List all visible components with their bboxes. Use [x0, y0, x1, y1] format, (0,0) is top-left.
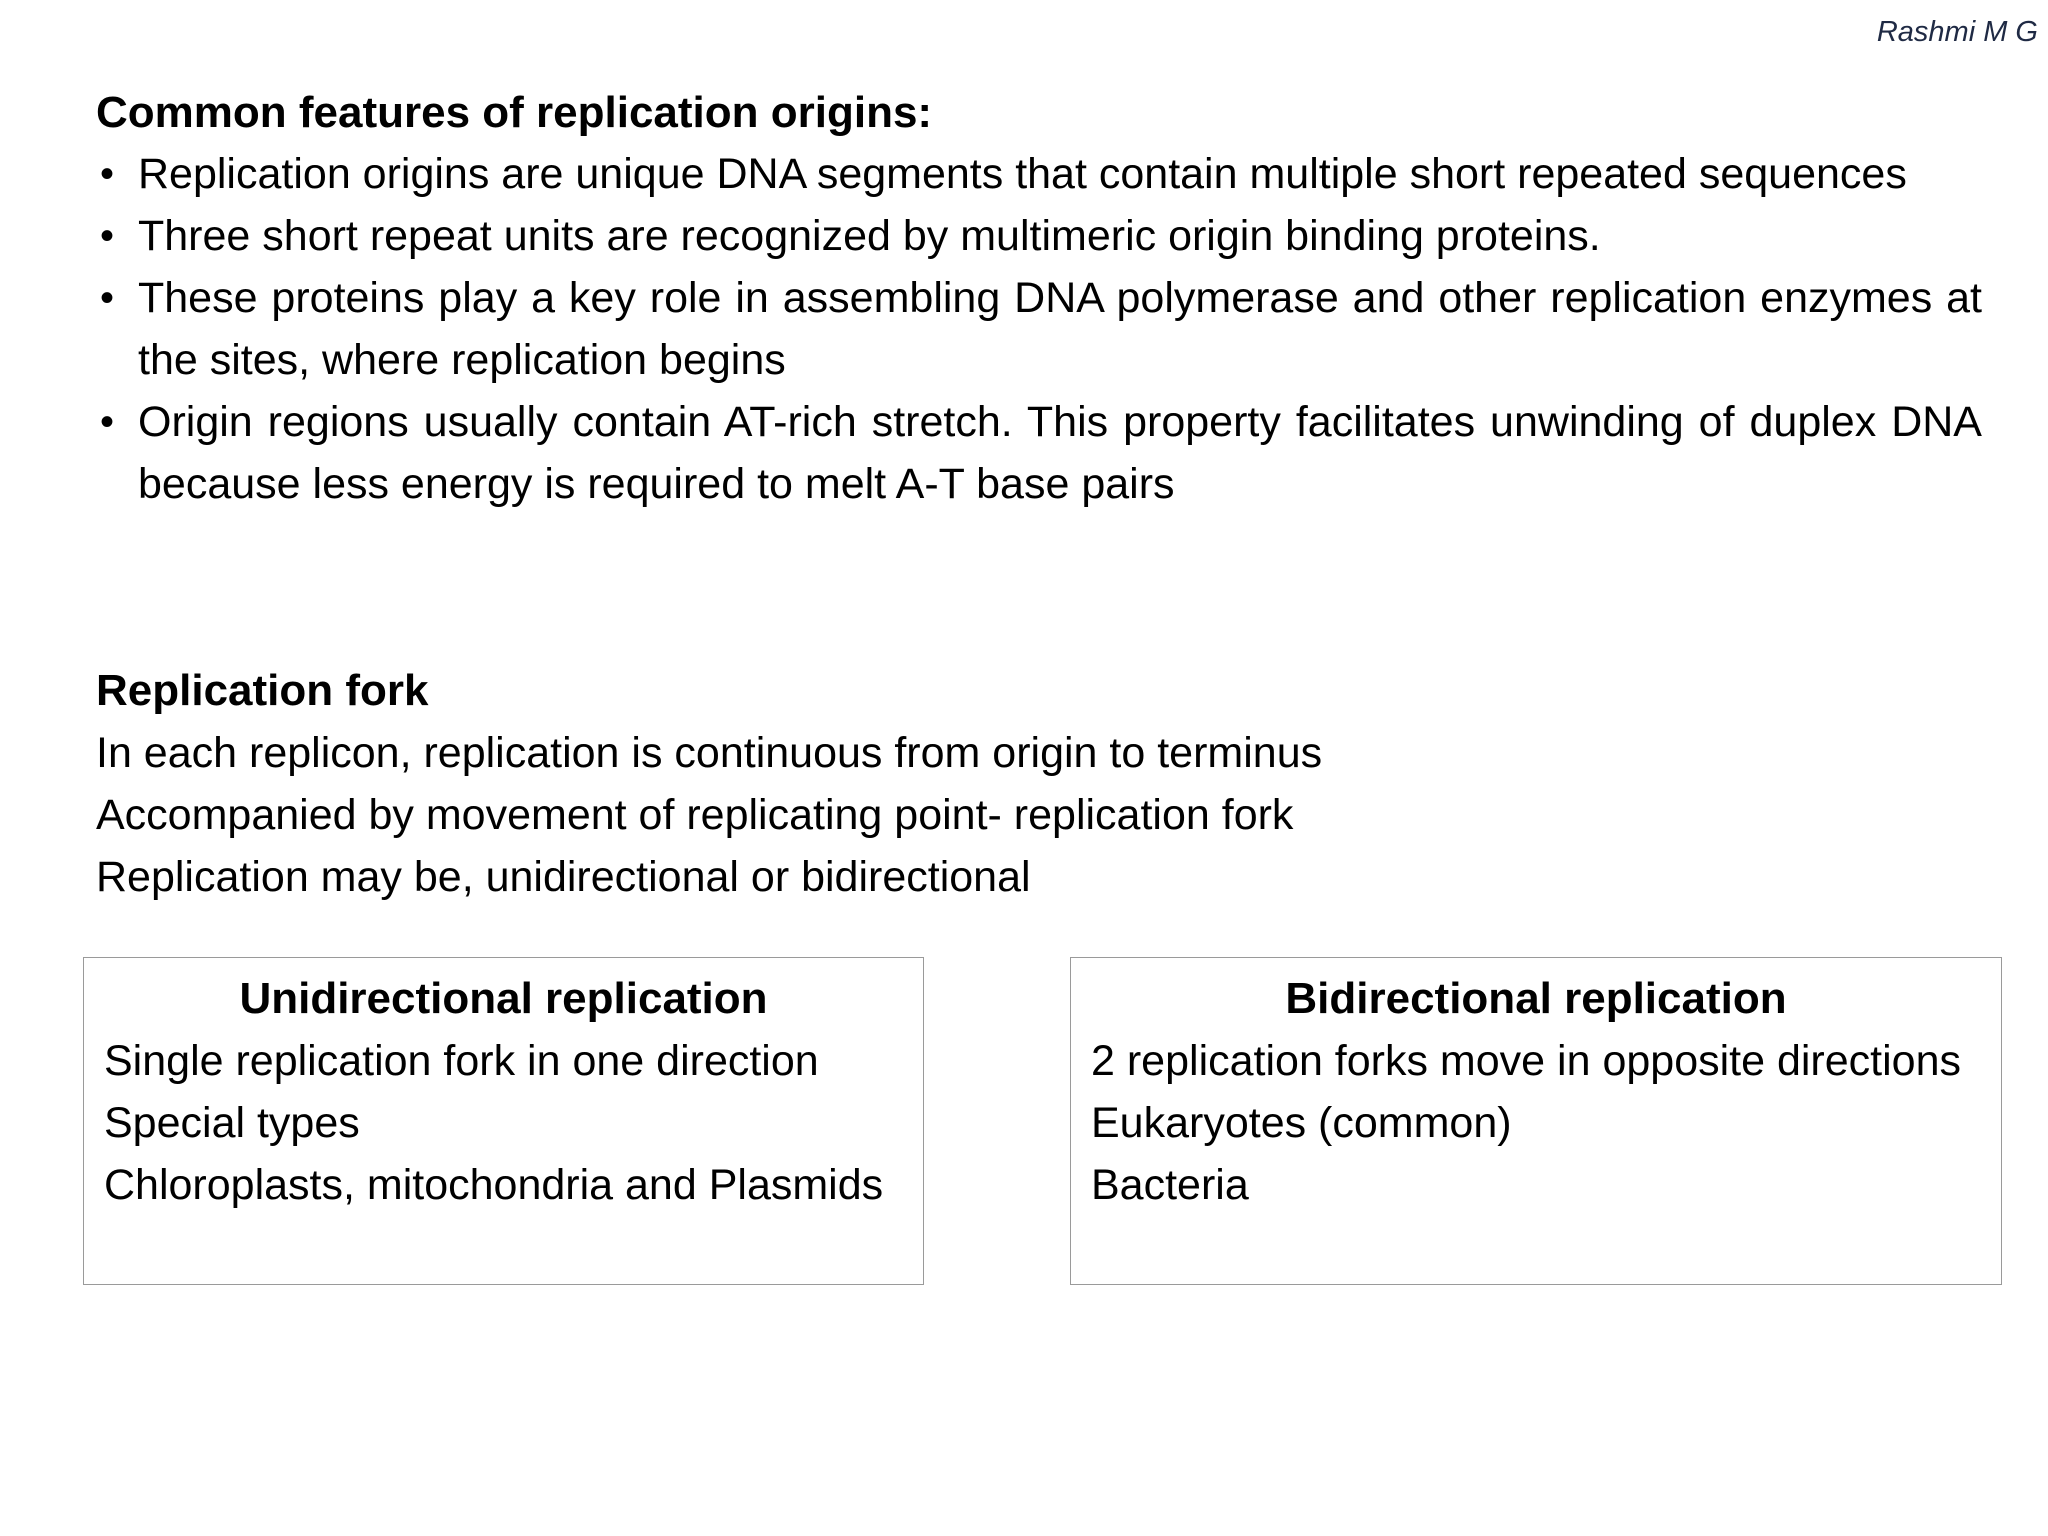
unidirectional-line: Special types — [104, 1099, 360, 1147]
bidirectional-title: Bidirectional replication — [1285, 974, 1787, 1023]
list-item — [96, 143, 1982, 205]
bidirectional-line: 2 replication forks move in opposite directions — [1091, 1037, 1961, 1085]
fork-description — [96, 722, 1322, 908]
origins-heading: Common features of replication origins: — [96, 88, 933, 137]
origins-bullet-list — [96, 143, 1982, 515]
bullet-text: Replication origins are unique DNA segments that contain multiple short repeated sequences — [138, 150, 1907, 198]
bidirectional-line: Eukaryotes (common) — [1091, 1099, 1512, 1147]
list-item — [96, 391, 1982, 515]
bullet-text: Origin regions usually contain AT-rich stretch. This property facilitates unwinding of duplex DNA because less energy is required to melt A-T base pairs — [138, 398, 1982, 508]
bidirectional-box — [1070, 957, 2002, 1285]
unidirectional-line: Chloroplasts, mitochondria and Plasmids — [104, 1161, 884, 1209]
unidirectional-title: Unidirectional replication — [239, 974, 768, 1023]
bullet-text: These proteins play a key role in assembling DNA polymerase and other replication enzymes at the sites, where replication begins — [138, 274, 1982, 384]
bullet-icon: • — [100, 214, 115, 258]
list-item — [96, 267, 1982, 391]
bidirectional-line: Bacteria — [1091, 1161, 1249, 1209]
bullet-icon: • — [100, 152, 115, 196]
unidirectional-line: Single replication fork in one direction — [104, 1037, 819, 1085]
bullet-icon: • — [100, 276, 115, 320]
bullet-text: Three short repeat units are recognized by multimeric origin binding proteins. — [138, 212, 1601, 260]
list-item — [96, 205, 1982, 267]
fork-line: Accompanied by movement of replicating point- replication fork — [96, 791, 1294, 839]
fork-line: In each replicon, replication is continuous from origin to terminus — [96, 729, 1323, 777]
fork-line: Replication may be, unidirectional or bidirectional — [96, 853, 1031, 901]
unidirectional-box — [83, 957, 924, 1285]
fork-heading: Replication fork — [96, 666, 429, 715]
bullet-icon: • — [100, 400, 115, 444]
author-name: Rashmi M G — [1876, 16, 2038, 48]
